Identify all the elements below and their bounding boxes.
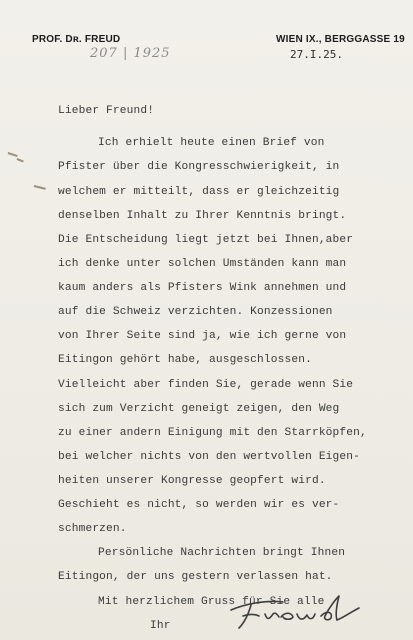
body-line: kaum anders als Pfisters Wink annehmen und	[58, 282, 347, 294]
letter-date: 27.I.25.	[290, 48, 343, 61]
body-line: Eitingon gehört habe, ausgeschlossen.	[58, 354, 312, 366]
archive-pencil-note: 207 | 1925	[90, 46, 171, 61]
ink-mark	[17, 158, 24, 162]
body-line: Mit herzlichem Gruss für Sie alle	[98, 596, 325, 608]
body-line: Persönliche Nachrichten bringt Ihnen	[98, 547, 346, 559]
body-line: Pfister über die Kongresschwierigkeit, in	[58, 161, 340, 173]
body-line: heiten unserer Kongresse geopfert wird.	[58, 475, 326, 487]
body-line: Ich erhielt heute einen Brief von	[98, 137, 325, 149]
ink-mark	[8, 152, 18, 157]
body-line: Geschieht es nicht, so werden wir es ver-	[58, 499, 340, 511]
body-line: auf die Schweiz verzichten. Konzessionen	[58, 306, 333, 318]
body-line: sich zum Verzicht geneigt zeigen, den Weg	[58, 403, 340, 415]
body-line: denselben Inhalt zu Ihrer Kenntnis bringt.	[58, 210, 347, 222]
body-line: schmerzen.	[58, 523, 127, 535]
body-line: ich denke unter solchen Umständen kann man	[58, 258, 347, 270]
letterhead-address: WIEN IX., BERGGASSE 19	[276, 34, 405, 45]
letterhead-name: PROF. Dʀ. FREUD	[32, 34, 121, 45]
handwritten-signature	[225, 590, 365, 632]
body-line: Die Entscheidung liegt jetzt bei Ihnen,aber	[58, 234, 354, 246]
body-line: zu einer andern Einigung mit den Starrköpfen,	[58, 427, 367, 439]
salutation: Lieber Freund!	[58, 105, 155, 117]
ink-mark	[34, 185, 46, 189]
body-line: Eitingon, der uns gestern verlassen hat.	[58, 571, 333, 583]
body-line: Vielleicht aber finden Sie, gerade wenn Sie	[58, 379, 354, 391]
body-line: bei welcher nichts von den wertvollen Eigen-	[58, 451, 360, 463]
closing: Ihr	[150, 620, 171, 632]
body-line: von Ihrer Seite sind ja, wie ich gerne von	[58, 330, 347, 342]
body-line: welchem er mitteilt, dass er gleichzeitig	[58, 186, 340, 198]
